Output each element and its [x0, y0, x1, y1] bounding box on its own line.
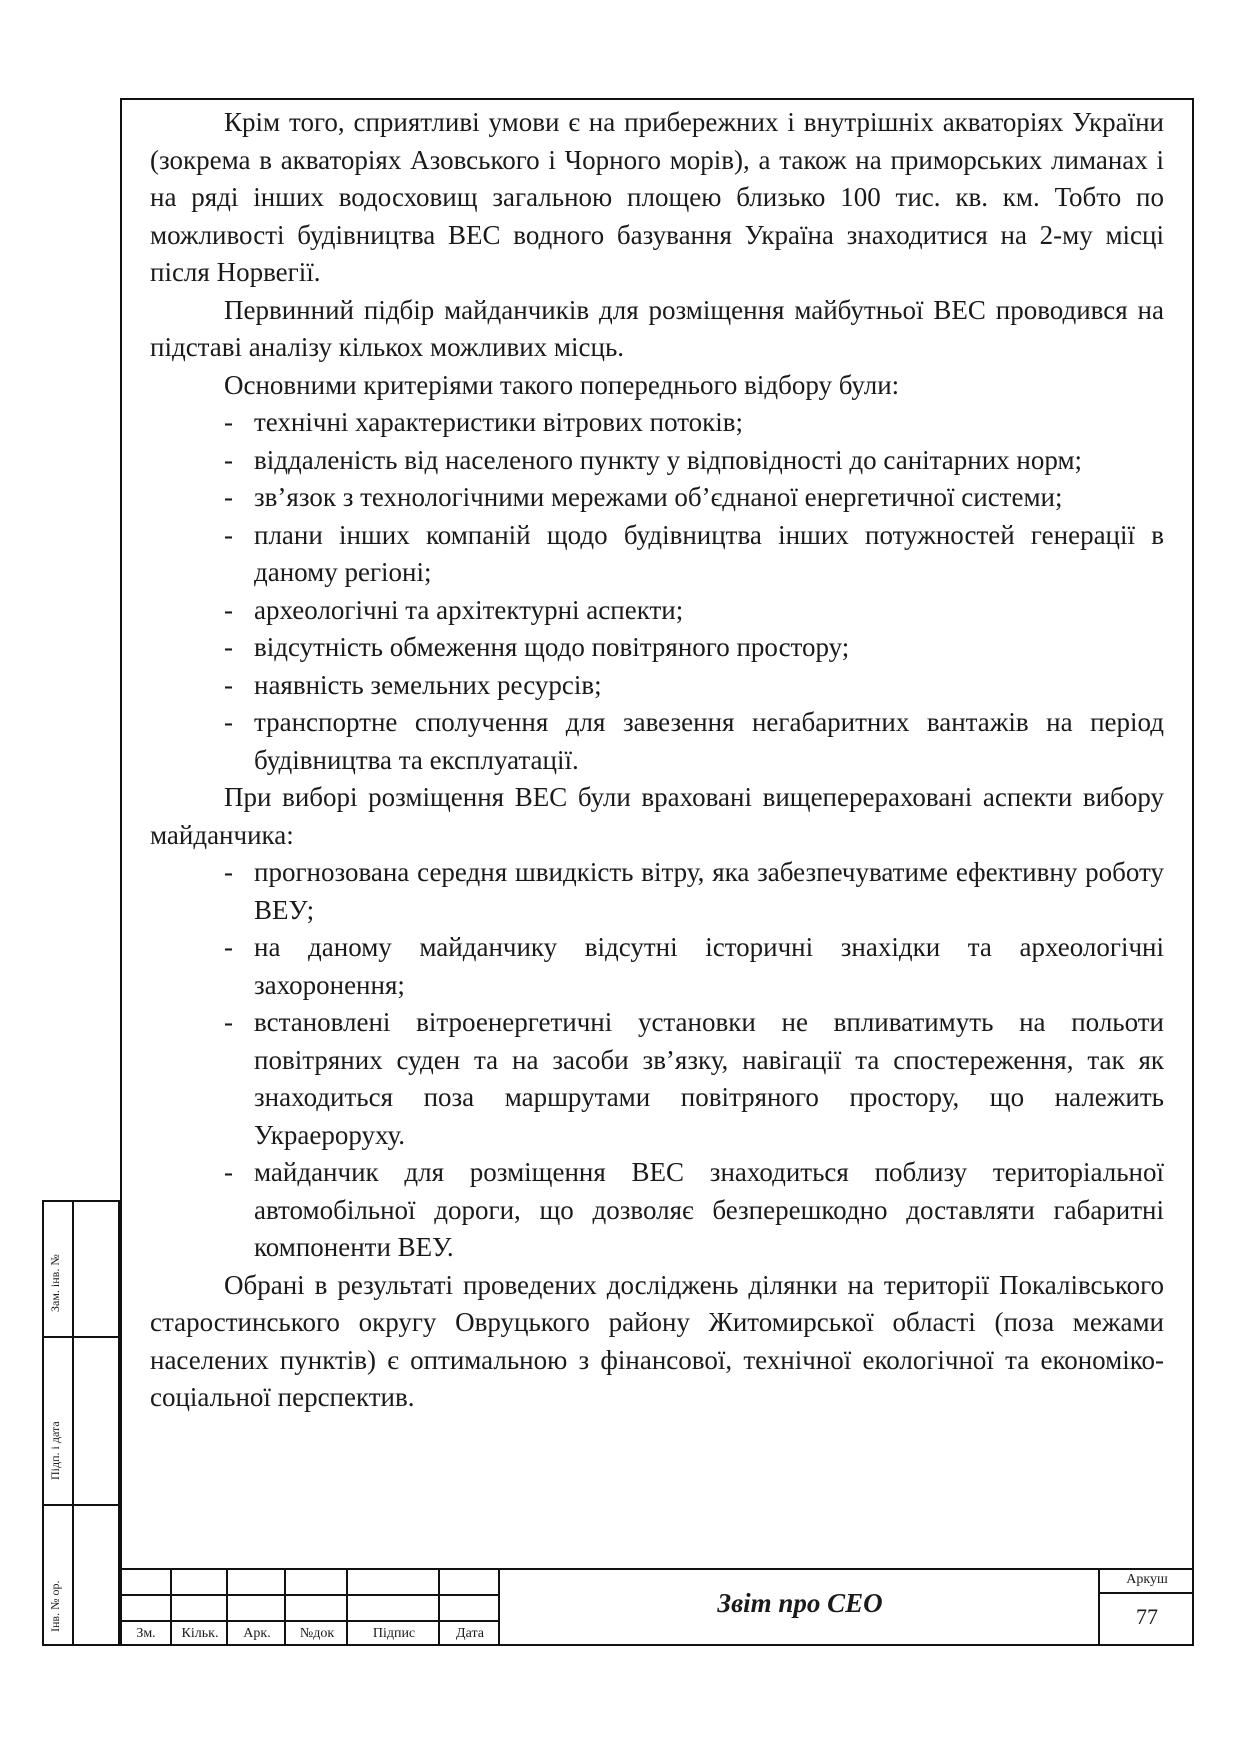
paragraph: При виборі розміщення ВЕС були враховані вищеперераховані аспекти вибору майданчика: — [150, 782, 1164, 850]
list-item: - транспортне сполучення для завезення негабаритних вантажів на період будівництва та експлуатації. — [150, 704, 1164, 779]
list-dash: - — [224, 1157, 233, 1187]
document-title: Звіт про СЕО — [717, 1588, 883, 1618]
sheet-number: 77 — [1136, 1604, 1158, 1629]
title-block-rule — [1100, 1592, 1194, 1594]
side-rule — [42, 1504, 120, 1506]
side-label-inv-orig: Інв. № ор. — [48, 1580, 62, 1632]
list-dash: - — [224, 407, 233, 437]
list-dash: - — [224, 444, 233, 475]
col-kilk: Кільк. — [181, 1626, 219, 1641]
list-item: - археологічні та архітектурні аспекти; — [150, 592, 1164, 630]
col-data: Дата — [456, 1626, 484, 1641]
list-dash: - — [224, 932, 233, 962]
list-item: - прогнозована середня швидкість вітру, яка забезпечуватиме ефективну роботу ВЕУ; — [150, 854, 1164, 929]
list-dash: - — [224, 482, 233, 512]
list-item: - встановлені вітроенергетичні установки не впливатимуть на польоти повітряних суден та на засоби зв’язку, навігації та спостереження, так як знаходиться поза маршрутами повітряного простору, що належить Украероруху. — [150, 1004, 1164, 1154]
paragraph: Крім того, сприятливі умови є на прибережних і внутрішніх акваторіях України (зокрема в акваторіях Азовського і Чорного морів), а також на приморських лиманах і на ряді інших водосховищ загальною площею близько 100 тис. кв. км. Тобто по можливості будівництва ВЕС водного базування Україна знаходитися на 2-му місці після Норвегії. — [150, 107, 1164, 287]
list-item: - наявність земельних ресурсів; — [150, 667, 1164, 705]
paragraph: Первинний підбір майданчиків для розміщення майбутньої ВЕС проводився на підставі аналізу кількох можливих місць. — [150, 294, 1164, 362]
list-dash: - — [224, 632, 233, 662]
list-item: - відсутність обмеження щодо повітряного простору; — [150, 629, 1164, 667]
col-pidpys: Підпис — [372, 1626, 416, 1641]
list-item: - віддаленість від населеного пункту у відповідності до санітарних норм; — [150, 442, 1164, 480]
list-item: - майданчик для розміщення ВЕС знаходиться поблизу територіальної автомобільної дороги, що дозволяє безперешкодно доставляти габаритні компоненти ВЕУ. — [150, 1154, 1164, 1267]
col-zm: Зм. — [136, 1626, 156, 1641]
side-rule — [42, 1336, 120, 1338]
title-block — [120, 1568, 1194, 1646]
list-item: - технічні характеристики вітрових потоків; — [150, 404, 1164, 442]
list-dash: - — [224, 707, 233, 737]
list-dash: - — [224, 1007, 233, 1037]
document-body — [150, 104, 1164, 1417]
sheet-label: Аркуш — [1126, 1572, 1168, 1587]
side-label-pidp-data: Підп. і дата — [48, 1421, 62, 1480]
list-dash: - — [224, 519, 233, 550]
paragraph: Обрані в результаті проведених досліджень ділянки на території Покалівського старостинського округу Овруцького району Житомирської області (поза межами населених пунктів) є оптимальною з фінансової, технічної екологічної та економіко-соціальної перспектив. — [150, 1269, 1164, 1412]
side-label-zam-inv: Зам. інв. № — [48, 1254, 62, 1312]
col-ark: Арк. — [243, 1626, 271, 1641]
list-dash: - — [224, 857, 233, 887]
list-item: - плани інших компаній щодо будівництва інших потужностей генерації в даному регіоні; — [150, 517, 1164, 592]
col-ndok: №док — [299, 1626, 335, 1641]
list-dash: - — [224, 669, 233, 700]
side-stamp — [42, 1200, 120, 1646]
list-item: - зв’язок з технологічними мережами об’єднаної енергетичної системи; — [150, 479, 1164, 517]
paragraph: Основними критеріями такого попереднього відбору були: — [224, 369, 900, 400]
list-dash: - — [224, 594, 233, 625]
list-item: - на даному майданчику відсутні історичні знахідки та археологічні захоронення; — [150, 929, 1164, 1004]
